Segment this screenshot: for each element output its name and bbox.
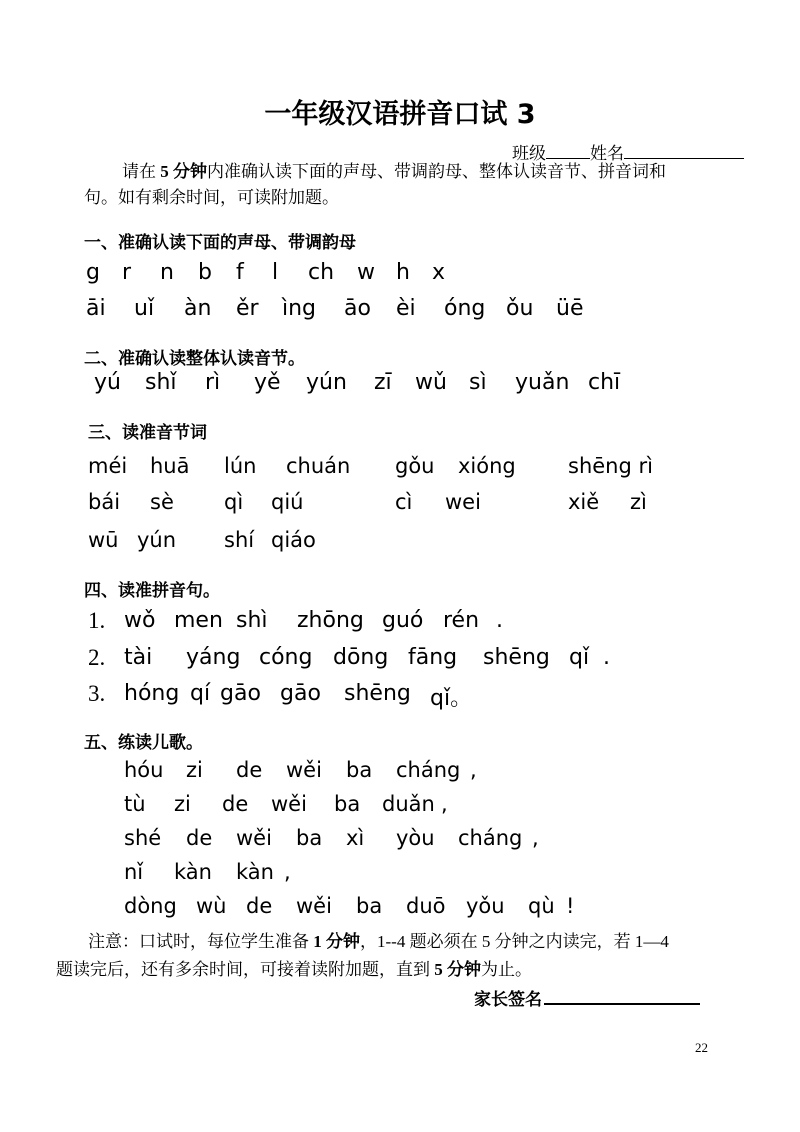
syllable-item: yú (94, 370, 121, 395)
rhyme-word: wěi (286, 758, 322, 782)
sentence-word: shēng (344, 681, 411, 706)
note-text: 注意：口试时，每位学生准备 (88, 932, 314, 951)
rhyme-word: de (236, 758, 263, 782)
rhyme-word: xì (346, 826, 365, 850)
initial-item: w (357, 260, 375, 285)
word-item: bái (88, 490, 121, 514)
sentence-number: 3. (88, 681, 106, 706)
sentence-word: dōng (333, 645, 389, 670)
final-item: uǐ (134, 296, 155, 321)
final-item: àn (184, 296, 212, 321)
rhyme-line (0, 792, 800, 822)
rhyme-word: zi (174, 792, 191, 816)
rhyme-word: kàn (236, 860, 274, 884)
note-text: ，1--4 题必须在 5 分钟之内读完，若 1—4 (360, 932, 669, 951)
word-item: qiú (271, 490, 304, 514)
rhyme-word: kàn (174, 860, 212, 884)
final-item: èi (396, 296, 416, 321)
syllable-item: wǔ (415, 370, 447, 395)
page-title: 一年级汉语拼音口试 3 (264, 99, 536, 130)
word-row (0, 490, 800, 520)
rhyme-word: de (222, 792, 249, 816)
rhyme-word: , (441, 792, 448, 816)
intro-text: 内准确认读下面的声母、带调韵母、整体认读音节、拼音词和 (207, 162, 666, 181)
rhyme-line (0, 894, 800, 924)
rhyme-word: ! (566, 894, 575, 918)
word-item: chuán (286, 454, 351, 478)
word-item: wei (445, 490, 481, 514)
intro-time-bold: 5 分钟 (160, 162, 207, 181)
rhyme-word: , (532, 826, 539, 850)
sentence-word: men (174, 608, 223, 633)
syllable-item: chī (588, 370, 621, 395)
note-bold: 5 分钟 (434, 960, 481, 979)
sentence-word: wǒ (124, 608, 156, 633)
sentence-word: tài (124, 645, 153, 670)
rhyme-word: de (186, 826, 213, 850)
sentence-row (0, 608, 800, 638)
word-item: qiáo (271, 528, 316, 552)
final-item: üē (556, 296, 584, 321)
rhyme-word: dòng (124, 894, 177, 918)
final-item: ǒu (506, 296, 534, 321)
rhyme-line (0, 758, 800, 788)
finals-row (0, 296, 800, 326)
word-item: yún (137, 528, 177, 552)
rhyme-line (0, 826, 800, 856)
initial-item: x (432, 260, 446, 285)
initial-item: ch (308, 260, 335, 285)
rhyme-word: zi (186, 758, 203, 782)
sentence-word: zhōng (297, 608, 364, 633)
rhyme-word: ba (296, 826, 323, 850)
word-row (0, 528, 800, 558)
sentence-word: fāng (408, 645, 458, 670)
initial-item: g (86, 260, 100, 285)
note-text: 题读完后，还有多余时间，可接着读附加题，直到 (56, 960, 435, 979)
syllable-item: shǐ (145, 370, 177, 395)
sentence-word: . (603, 645, 610, 670)
word-item: wū (88, 528, 119, 552)
initial-item: r (122, 260, 132, 285)
rhyme-word: yǒu (466, 894, 505, 918)
final-item: ěr (236, 296, 259, 321)
word-item: méi (88, 454, 128, 478)
note-bold: 1 分钟 (313, 932, 360, 951)
initials-row (0, 260, 800, 290)
sentence-number: 2. (88, 645, 106, 670)
final-item: āi (86, 296, 106, 321)
rhyme-word: duō (406, 894, 446, 918)
rhyme-word: wěi (296, 894, 332, 918)
note-line-2 (56, 955, 532, 985)
initial-item: f (236, 260, 244, 285)
syllable-item: yún (306, 370, 347, 395)
word-item: huā (150, 454, 190, 478)
rhyme-word: wěi (271, 792, 307, 816)
final-item: ìng (282, 296, 317, 321)
sentence-word: guó (382, 608, 424, 633)
sentence-word: yáng (186, 645, 241, 670)
rhyme-word: hóu (124, 758, 164, 782)
signature-label: 家长签名 (474, 990, 542, 1010)
final-item: óng (444, 296, 486, 321)
section-1-heading: 一、准确认读下面的声母、带调韵母 (84, 233, 356, 253)
rhyme-word: cháng (396, 758, 461, 782)
intro-text: 请在 (122, 162, 161, 181)
sentence-row (0, 681, 800, 711)
rhyme-word: cháng (458, 826, 523, 850)
note-line-1 (88, 927, 669, 957)
rhyme-word: yòu (396, 826, 435, 850)
rhyme-word: nǐ (124, 860, 144, 884)
initial-item: n (160, 260, 174, 285)
name-label: 姓名 (590, 144, 624, 163)
sentence-row (0, 645, 800, 675)
word-item: cì (395, 490, 413, 514)
sentence-word: qǐ (569, 645, 590, 670)
sentence-word: qí (190, 681, 211, 706)
rhyme-word: , (284, 860, 291, 884)
parent-signature (474, 985, 700, 1010)
word-item: sè (150, 490, 174, 514)
section-5-heading: 五、练读儿歌。 (84, 733, 203, 753)
rhyme-word: , (470, 758, 477, 782)
rhyme-word: tù (124, 792, 146, 816)
page-number: 22 (695, 1040, 708, 1055)
signature-line (544, 985, 700, 1005)
word-item: gǒu (395, 454, 435, 478)
rhyme-word: qù (528, 894, 555, 918)
sentence-word: rén (443, 608, 480, 633)
word-item: shēng rì (568, 454, 653, 478)
initial-item: l (272, 260, 279, 285)
syllable-item: zī (374, 370, 392, 395)
rhyme-word: wěi (236, 826, 272, 850)
syllable-item: yě (254, 370, 281, 395)
initial-item: b (198, 260, 212, 285)
intro-line-2: 句。如有剩余时间，可读附加题。 (84, 188, 339, 207)
class-label: 班级 (512, 144, 546, 163)
syllable-item: sì (469, 370, 487, 395)
rhyme-word: ba (356, 894, 383, 918)
sentence-number: 1. (88, 608, 106, 633)
rhyme-word: ba (346, 758, 373, 782)
word-item: zì (630, 490, 647, 514)
sentence-word: hóng (124, 681, 180, 706)
syllables-row (0, 370, 800, 400)
rhyme-word: duǎn (382, 792, 435, 816)
final-item: āo (344, 296, 371, 321)
section-4-heading: 四、读准拼音句。 (84, 581, 220, 601)
sentence-word: . (496, 608, 503, 633)
word-item: qì (224, 490, 244, 514)
rhyme-word: wù (196, 894, 227, 918)
syllable-item: yuǎn (515, 370, 570, 395)
sentence-word: cóng (259, 645, 313, 670)
section-2-heading: 二、准确认读整体认读音节。 (84, 349, 305, 369)
initial-item: h (396, 260, 410, 285)
word-item: shí (224, 528, 255, 552)
sentence-word: qǐ。 (430, 686, 473, 711)
sentence-word: gāo (220, 681, 261, 706)
note-text: 为止。 (481, 960, 532, 979)
rhyme-line (0, 860, 800, 890)
syllable-item: rì (205, 370, 221, 395)
word-row (0, 454, 800, 484)
rhyme-word: ba (334, 792, 361, 816)
sentence-word: gāo (280, 681, 321, 706)
word-item: xióng (458, 454, 516, 478)
sentence-word: shì (236, 608, 268, 633)
sentence-word: shēng (483, 645, 550, 670)
word-item: lún (224, 454, 257, 478)
rhyme-word: shé (124, 826, 162, 850)
word-item: xiě (568, 490, 600, 514)
section-3-heading: 三、读准音节词 (88, 423, 207, 443)
rhyme-word: de (246, 894, 273, 918)
